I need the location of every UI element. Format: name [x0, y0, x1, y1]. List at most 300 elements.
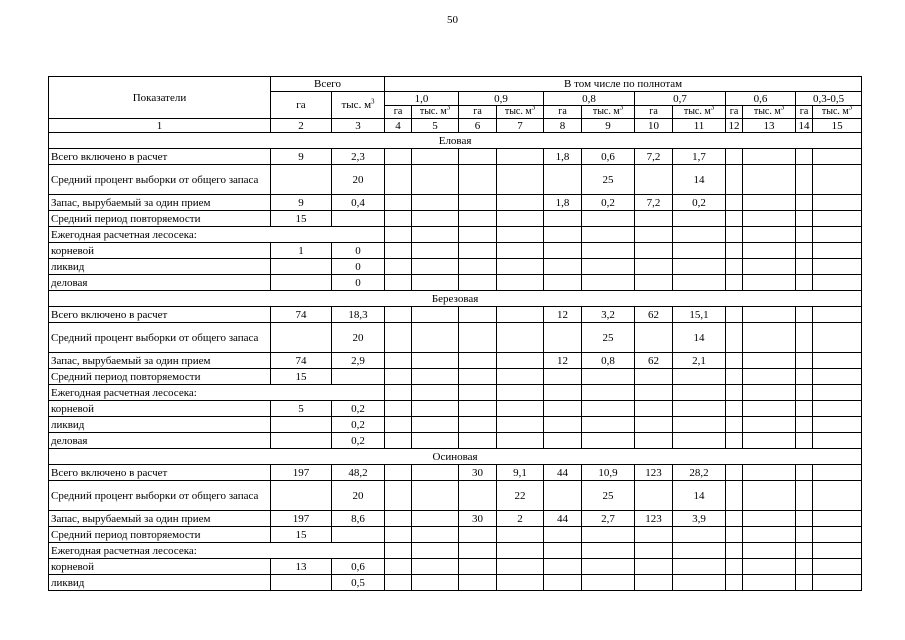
table-cell: [412, 369, 459, 385]
table-row: [49, 575, 862, 591]
table-cell: [726, 323, 743, 353]
table-cell: 14: [673, 165, 726, 195]
table-cell: [385, 195, 412, 211]
table-cell: 0,2: [673, 195, 726, 211]
column-number: 6: [459, 119, 497, 133]
table-cell: [813, 227, 862, 243]
table-cell: [673, 227, 726, 243]
table-cell: [796, 511, 813, 527]
table-cell: [412, 401, 459, 417]
table-cell: [635, 385, 673, 401]
table-cell: [497, 543, 544, 559]
table-cell: [743, 543, 796, 559]
table-cell: 74: [271, 307, 332, 323]
table-cell: 3,9: [673, 511, 726, 527]
table-row: [49, 559, 862, 575]
row-label: корневой: [49, 243, 271, 259]
table-cell: 48,2: [332, 465, 385, 481]
table-cell: [796, 323, 813, 353]
table-cell: [673, 243, 726, 259]
table-cell: [497, 401, 544, 417]
table-cell: [459, 149, 497, 165]
row-label: Всего включено в расчет: [49, 149, 271, 165]
table-cell: [796, 195, 813, 211]
table-cell: 30: [459, 511, 497, 527]
table-cell: [544, 323, 582, 353]
table-cell: [813, 195, 862, 211]
table-cell: [796, 353, 813, 369]
table-cell: 15: [271, 527, 332, 543]
table-cell: [412, 465, 459, 481]
header-density: 0,8: [544, 92, 635, 106]
table-cell: [635, 543, 673, 559]
table-cell: [635, 417, 673, 433]
column-number: 12: [726, 119, 743, 133]
table-cell: [582, 401, 635, 417]
row-label: корневой: [49, 401, 271, 417]
header-unit-ha: га: [796, 106, 813, 119]
header-by-density: В том числе по полнотам: [385, 77, 862, 92]
row-label: Ежегодная расчетная лесосека:: [49, 385, 385, 401]
table-cell: 0: [332, 259, 385, 275]
table-cell: [673, 559, 726, 575]
table-cell: [726, 481, 743, 511]
table-cell: [497, 385, 544, 401]
table-cell: [544, 259, 582, 275]
table-cell: [813, 575, 862, 591]
row-label: Запас, вырубаемый за один прием: [49, 353, 271, 369]
table-cell: [385, 575, 412, 591]
section-row: [49, 449, 862, 465]
table-cell: 44: [544, 465, 582, 481]
table-cell: [582, 211, 635, 227]
table-cell: [582, 227, 635, 243]
table-row: [49, 401, 862, 417]
table-cell: [743, 401, 796, 417]
table-cell: [459, 195, 497, 211]
header-unit-ha: га: [726, 106, 743, 119]
table-cell: [497, 527, 544, 543]
table-cell: [412, 559, 459, 575]
table-cell: [743, 211, 796, 227]
table-cell: [743, 369, 796, 385]
table-cell: [544, 575, 582, 591]
table-cell: [796, 275, 813, 291]
table-cell: [582, 543, 635, 559]
table-row: [49, 417, 862, 433]
table-cell: [813, 559, 862, 575]
table-cell: 2,3: [332, 149, 385, 165]
table-cell: [497, 575, 544, 591]
table-cell: [726, 559, 743, 575]
table-cell: [459, 227, 497, 243]
table-cell: 1,8: [544, 149, 582, 165]
table-cell: [497, 275, 544, 291]
table-cell: [497, 211, 544, 227]
header-unit-ha: га: [459, 106, 497, 119]
table-cell: [673, 417, 726, 433]
table-cell: 197: [271, 511, 332, 527]
table-cell: [497, 417, 544, 433]
table-row: [49, 543, 862, 559]
table-cell: [412, 275, 459, 291]
table-cell: [673, 575, 726, 591]
table-cell: [635, 227, 673, 243]
table-cell: [385, 323, 412, 353]
table-cell: [459, 385, 497, 401]
table-cell: [385, 511, 412, 527]
table-cell: 1: [271, 243, 332, 259]
header-density: 0,9: [459, 92, 544, 106]
table-cell: [813, 511, 862, 527]
table-cell: 25: [582, 481, 635, 511]
table-cell: [582, 275, 635, 291]
table-cell: [673, 433, 726, 449]
table-cell: [635, 369, 673, 385]
table-cell: [544, 275, 582, 291]
table-cell: [726, 259, 743, 275]
table-row: [49, 195, 862, 211]
header-indicators: Показатели: [49, 77, 271, 119]
table-cell: [497, 227, 544, 243]
table-cell: 7,2: [635, 195, 673, 211]
table-cell: [582, 369, 635, 385]
table-cell: 1,8: [544, 195, 582, 211]
table-cell: [726, 465, 743, 481]
table-cell: [497, 323, 544, 353]
table-cell: [813, 433, 862, 449]
table-cell: [385, 275, 412, 291]
table-cell: [412, 243, 459, 259]
table-cell: [635, 211, 673, 227]
table-cell: [726, 149, 743, 165]
table-cell: [743, 243, 796, 259]
row-label: Средний период повторяемости: [49, 211, 271, 227]
table-cell: [412, 307, 459, 323]
column-number: 5: [412, 119, 459, 133]
header-density: 0,7: [635, 92, 726, 106]
table-cell: [544, 385, 582, 401]
table-cell: [813, 275, 862, 291]
table-cell: [412, 323, 459, 353]
table-cell: [459, 559, 497, 575]
table-cell: 9: [271, 195, 332, 211]
table-cell: [726, 211, 743, 227]
table-cell: [726, 527, 743, 543]
table-cell: [385, 211, 412, 227]
header-unit-volume: тыс. $м^3$: [582, 106, 635, 119]
table-cell: [813, 481, 862, 511]
table-cell: [385, 385, 412, 401]
table-cell: [497, 195, 544, 211]
table-cell: 0,2: [332, 433, 385, 449]
table-cell: [726, 369, 743, 385]
table-cell: [271, 417, 332, 433]
table-cell: [459, 323, 497, 353]
table-cell: [385, 307, 412, 323]
table-cell: 0,4: [332, 195, 385, 211]
table-cell: [385, 559, 412, 575]
table-cell: [271, 275, 332, 291]
table-cell: [796, 433, 813, 449]
table-cell: [796, 211, 813, 227]
table-cell: [796, 385, 813, 401]
row-label: корневой: [49, 559, 271, 575]
table-cell: [796, 465, 813, 481]
table-cell: [412, 481, 459, 511]
table-cell: [726, 307, 743, 323]
table-cell: 1,7: [673, 149, 726, 165]
table-cell: [743, 559, 796, 575]
table-cell: [459, 369, 497, 385]
table-cell: [412, 385, 459, 401]
table-cell: [796, 559, 813, 575]
header-unit-volume: тыс. $м^3$: [743, 106, 796, 119]
table-cell: [813, 543, 862, 559]
table-row: [49, 353, 862, 369]
table-cell: [271, 259, 332, 275]
table-cell: [544, 481, 582, 511]
column-number: 8: [544, 119, 582, 133]
table-cell: [743, 227, 796, 243]
table-header: [49, 77, 862, 133]
table-cell: [412, 433, 459, 449]
section-title: Осиновая: [49, 449, 862, 465]
row-label: Средний процент выборки от общего запаса: [49, 323, 271, 353]
table-cell: [412, 543, 459, 559]
table-cell: [743, 417, 796, 433]
table-cell: [385, 149, 412, 165]
table-cell: [673, 259, 726, 275]
table-cell: [459, 481, 497, 511]
table-cell: [459, 243, 497, 259]
table-cell: [813, 211, 862, 227]
table-cell: [412, 165, 459, 195]
table-cell: [497, 307, 544, 323]
table-cell: 0,5: [332, 575, 385, 591]
table-cell: [743, 575, 796, 591]
table-cell: [726, 165, 743, 195]
table-cell: [726, 243, 743, 259]
table-row: [49, 211, 862, 227]
table-cell: 123: [635, 511, 673, 527]
table-cell: [412, 211, 459, 227]
table-cell: [544, 369, 582, 385]
table-cell: [412, 511, 459, 527]
table-cell: [544, 417, 582, 433]
row-label: Ежегодная расчетная лесосека:: [49, 543, 385, 559]
row-label: Всего включено в расчет: [49, 307, 271, 323]
table-cell: [673, 369, 726, 385]
section-title: Еловая: [49, 133, 862, 149]
row-label: Средний процент выборки от общего запаса: [49, 165, 271, 195]
table-cell: [743, 307, 796, 323]
table-cell: [385, 259, 412, 275]
table-cell: [726, 385, 743, 401]
table-cell: 197: [271, 465, 332, 481]
section-row: [49, 291, 862, 307]
table-body: [49, 133, 862, 591]
table-cell: [796, 307, 813, 323]
header-density: 0,3-0,5: [796, 92, 862, 106]
table-row: [49, 227, 862, 243]
table-cell: [813, 259, 862, 275]
table-cell: [796, 527, 813, 543]
table-cell: [635, 401, 673, 417]
table-cell: 15,1: [673, 307, 726, 323]
table-cell: [635, 259, 673, 275]
table-cell: 7,2: [635, 149, 673, 165]
table-cell: [271, 323, 332, 353]
header-unit-ha: га: [544, 106, 582, 119]
table-cell: [796, 417, 813, 433]
table-cell: [497, 149, 544, 165]
table-cell: [635, 559, 673, 575]
table-cell: [743, 527, 796, 543]
table-cell: [813, 307, 862, 323]
table-cell: [582, 433, 635, 449]
table-cell: [673, 385, 726, 401]
table-cell: [497, 243, 544, 259]
table-cell: 22: [497, 481, 544, 511]
table-cell: [497, 165, 544, 195]
table-cell: [412, 227, 459, 243]
table-cell: [673, 527, 726, 543]
table-cell: [813, 385, 862, 401]
table-cell: [459, 275, 497, 291]
table-cell: [813, 401, 862, 417]
column-number: 15: [813, 119, 862, 133]
header-unit-volume: тыс. $м^3$: [497, 106, 544, 119]
table-cell: [544, 165, 582, 195]
table-cell: [582, 575, 635, 591]
table-cell: [544, 211, 582, 227]
table-cell: [385, 527, 412, 543]
table-cell: [271, 165, 332, 195]
table-cell: [582, 385, 635, 401]
table-cell: [726, 511, 743, 527]
table-cell: [271, 575, 332, 591]
table-cell: [459, 575, 497, 591]
column-number: 7: [497, 119, 544, 133]
header-unit-ha: га: [635, 106, 673, 119]
table-cell: [271, 433, 332, 449]
table-cell: 0,6: [332, 559, 385, 575]
table-cell: 0,6: [582, 149, 635, 165]
table-cell: [673, 275, 726, 291]
table-cell: [796, 227, 813, 243]
table-cell: [332, 527, 385, 543]
header-unit-volume: тыс. $м^3$: [412, 106, 459, 119]
table-cell: [743, 259, 796, 275]
table-cell: [497, 433, 544, 449]
table-cell: [796, 543, 813, 559]
table-cell: 0: [332, 275, 385, 291]
table-cell: 10,9: [582, 465, 635, 481]
column-number: 2: [271, 119, 332, 133]
table-cell: [385, 481, 412, 511]
table-cell: [497, 353, 544, 369]
row-label: Запас, вырубаемый за один прием: [49, 511, 271, 527]
header-unit-ha: га: [385, 106, 412, 119]
table-cell: [544, 243, 582, 259]
table-cell: [332, 369, 385, 385]
row-label: Всего включено в расчет: [49, 465, 271, 481]
page-number: 50: [447, 14, 458, 26]
header-total-ha: га: [271, 92, 332, 119]
table-cell: [385, 433, 412, 449]
table-cell: 62: [635, 353, 673, 369]
table-cell: 25: [582, 323, 635, 353]
table-cell: 12: [544, 353, 582, 369]
table-cell: [459, 543, 497, 559]
table-cell: [582, 559, 635, 575]
header-total-volume: тыс. $м^3$: [332, 92, 385, 119]
table-cell: 5: [271, 401, 332, 417]
table-cell: [544, 543, 582, 559]
table-cell: [796, 575, 813, 591]
table-row: [49, 511, 862, 527]
table-cell: [459, 433, 497, 449]
table-row: [49, 243, 862, 259]
table-cell: [459, 259, 497, 275]
header-unit-volume: тыс. $м^3$: [813, 106, 862, 119]
table-cell: 0,2: [582, 195, 635, 211]
table-cell: [271, 481, 332, 511]
table-cell: [743, 465, 796, 481]
section-title: Березовая: [49, 291, 862, 307]
table-row: [49, 385, 862, 401]
row-label: Средний период повторяемости: [49, 527, 271, 543]
table-cell: [726, 575, 743, 591]
column-number: 9: [582, 119, 635, 133]
row-label: Ежегодная расчетная лесосека:: [49, 227, 385, 243]
table-row: [49, 433, 862, 449]
column-number: 13: [743, 119, 796, 133]
table-cell: [412, 259, 459, 275]
row-label: деловая: [49, 433, 271, 449]
table-cell: [796, 369, 813, 385]
table-cell: [796, 149, 813, 165]
table-cell: [743, 481, 796, 511]
table-cell: [743, 433, 796, 449]
table-cell: [385, 353, 412, 369]
table-cell: 20: [332, 165, 385, 195]
table-row: [49, 275, 862, 291]
cutting-table: [48, 76, 862, 591]
table-cell: 12: [544, 307, 582, 323]
table-cell: [544, 401, 582, 417]
table-cell: [635, 323, 673, 353]
table-cell: 0,2: [332, 401, 385, 417]
table-cell: [635, 165, 673, 195]
table-cell: [412, 195, 459, 211]
table-cell: [497, 259, 544, 275]
table-cell: 8,6: [332, 511, 385, 527]
header-unit-volume: тыс. $м^3$: [673, 106, 726, 119]
table-cell: [726, 433, 743, 449]
table-cell: [796, 259, 813, 275]
table-cell: [673, 543, 726, 559]
table-cell: [412, 417, 459, 433]
table-row: [49, 369, 862, 385]
table-cell: [813, 243, 862, 259]
table-cell: 0,8: [582, 353, 635, 369]
table-cell: [412, 575, 459, 591]
column-number: 14: [796, 119, 813, 133]
table-cell: [726, 353, 743, 369]
column-number: 10: [635, 119, 673, 133]
